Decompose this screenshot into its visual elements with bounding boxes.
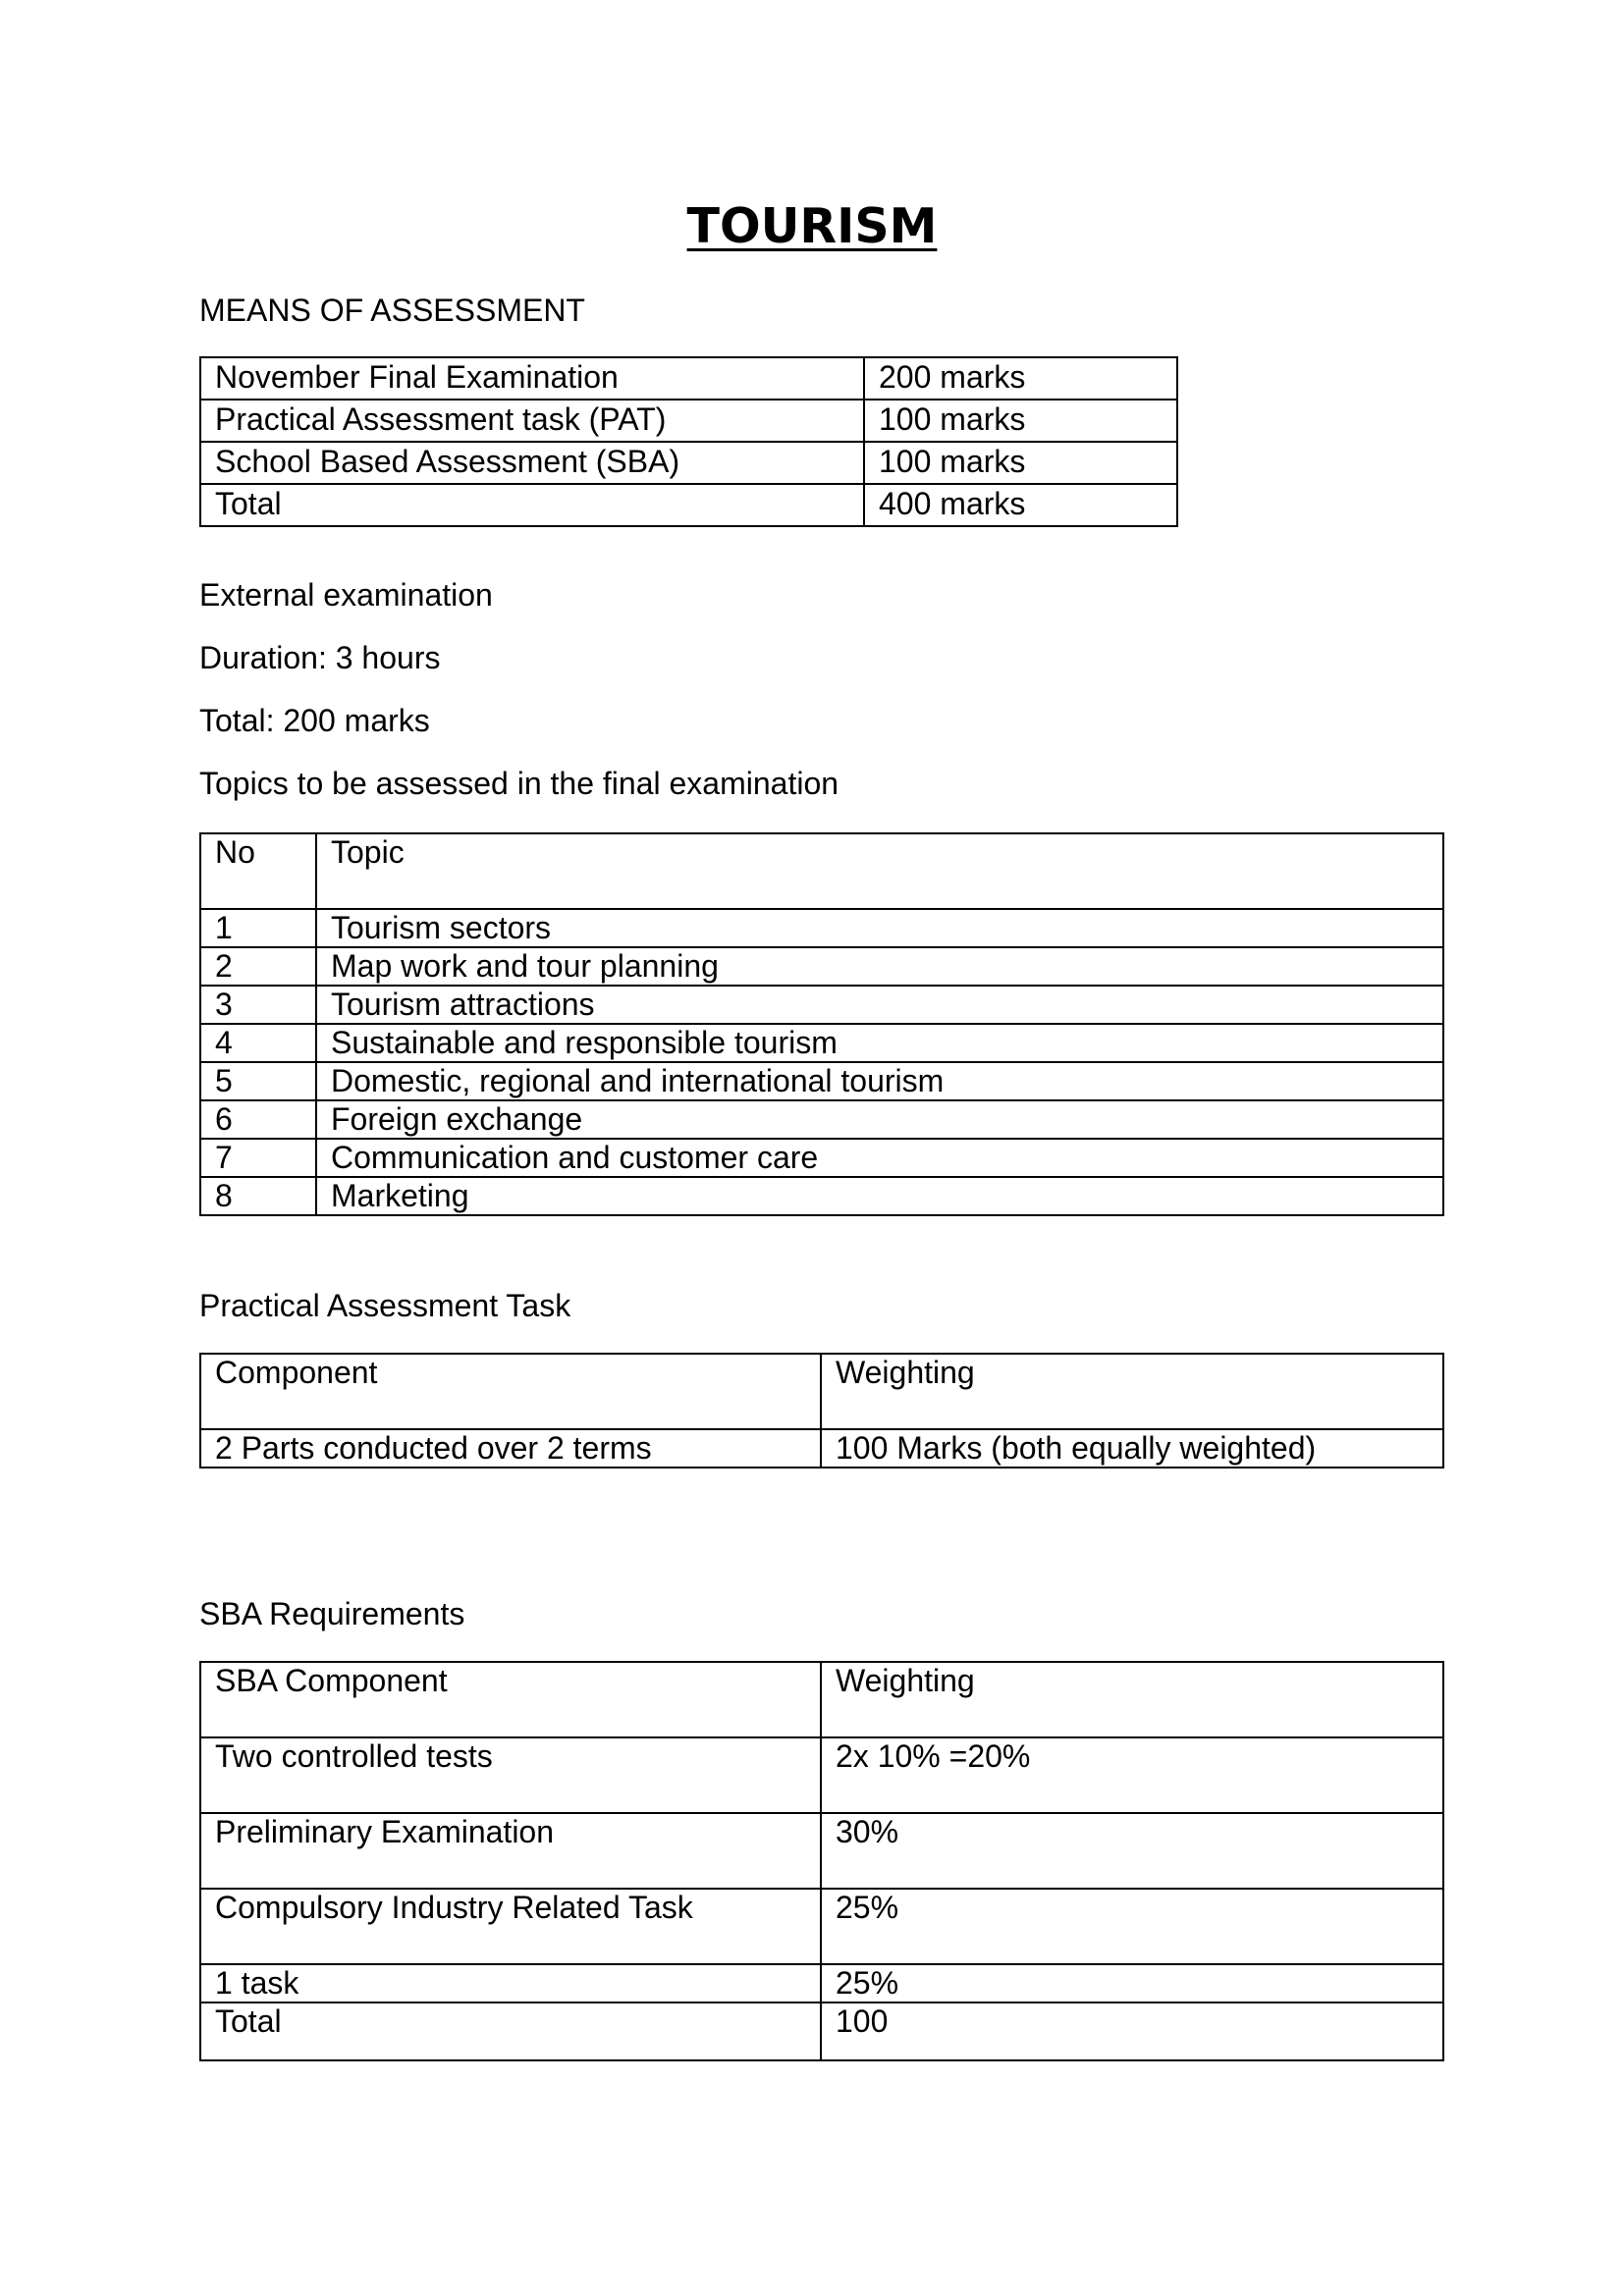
table-row [200, 1964, 1443, 2002]
sba-component-cell: Preliminary Examination [200, 1813, 821, 1889]
topic-no-cell: 8 [200, 1177, 316, 1215]
table-header-row [200, 1662, 1443, 1737]
sba-heading: SBA Requirements [199, 1596, 465, 1631]
external-examination-heading: External examination [199, 577, 493, 613]
table-header-row [200, 833, 1443, 909]
page-title: TOURISM [686, 198, 938, 254]
table-row [200, 1177, 1443, 1215]
topic-no-cell: 4 [200, 1024, 316, 1062]
topic-name-cell: Marketing [316, 1177, 1443, 1215]
table-row [200, 1889, 1443, 1964]
table-row [200, 909, 1443, 947]
topic-no-cell: 3 [200, 986, 316, 1024]
header-weighting: Weighting [821, 1662, 1443, 1737]
total-marks-text: Total: 200 marks [199, 703, 430, 738]
pat-table [199, 1353, 1444, 1468]
pat-weighting-cell: 100 Marks (both equally weighted) [821, 1429, 1443, 1468]
assessment-marks-cell: 200 marks [864, 357, 1177, 400]
table-row [200, 1139, 1443, 1177]
assessment-item-cell: November Final Examination [200, 357, 864, 400]
pat-heading: Practical Assessment Task [199, 1288, 571, 1323]
topic-no-cell: 2 [200, 947, 316, 986]
topic-no-cell: 1 [200, 909, 316, 947]
duration-text: Duration: 3 hours [199, 640, 441, 675]
topic-no-cell: 6 [200, 1100, 316, 1139]
sba-table [199, 1661, 1444, 2061]
table-row [200, 947, 1443, 986]
header-no: No [200, 833, 316, 909]
table-row [200, 1813, 1443, 1889]
topic-name-cell: Tourism sectors [316, 909, 1443, 947]
table-row [200, 442, 1177, 484]
topic-name-cell: Domestic, regional and international tourism [316, 1062, 1443, 1100]
table-row [200, 400, 1177, 442]
table-row [200, 1062, 1443, 1100]
assessment-marks-cell: 100 marks [864, 400, 1177, 442]
sba-component-cell: 1 task [200, 1964, 821, 2002]
table-row [200, 1024, 1443, 1062]
sba-total-label-cell: Total [200, 2002, 821, 2060]
topic-name-cell: Sustainable and responsible tourism [316, 1024, 1443, 1062]
assessment-item-cell: Total [200, 484, 864, 526]
topics-table [199, 832, 1444, 1216]
topic-name-cell: Foreign exchange [316, 1100, 1443, 1139]
assessment-item-cell: Practical Assessment task (PAT) [200, 400, 864, 442]
means-of-assessment-table [199, 356, 1178, 527]
topic-name-cell: Map work and tour planning [316, 947, 1443, 986]
table-row [200, 1100, 1443, 1139]
means-of-assessment-heading: MEANS OF ASSESSMENT [199, 293, 585, 328]
header-weighting: Weighting [821, 1354, 1443, 1429]
topic-name-cell: Communication and customer care [316, 1139, 1443, 1177]
sba-weighting-cell: 25% [821, 1964, 1443, 2002]
assessment-marks-cell: 400 marks [864, 484, 1177, 526]
table-row [200, 357, 1177, 400]
sba-component-cell: Compulsory Industry Related Task [200, 1889, 821, 1964]
table-row [200, 1429, 1443, 1468]
header-topic: Topic [316, 833, 1443, 909]
assessment-item-cell: School Based Assessment (SBA) [200, 442, 864, 484]
header-component: Component [200, 1354, 821, 1429]
topic-no-cell: 5 [200, 1062, 316, 1100]
pat-component-cell: 2 Parts conducted over 2 terms [200, 1429, 821, 1468]
assessment-marks-cell: 100 marks [864, 442, 1177, 484]
topic-no-cell: 7 [200, 1139, 316, 1177]
table-row [200, 986, 1443, 1024]
sba-total-value-cell: 100 [821, 2002, 1443, 2060]
sba-weighting-cell: 2x 10% =20% [821, 1737, 1443, 1813]
header-sba-component: SBA Component [200, 1662, 821, 1737]
table-header-row [200, 1354, 1443, 1429]
table-row [200, 484, 1177, 526]
table-row [200, 2002, 1443, 2060]
table-row [200, 1737, 1443, 1813]
sba-weighting-cell: 30% [821, 1813, 1443, 1889]
topics-heading: Topics to be assessed in the final examination [199, 766, 839, 801]
sba-weighting-cell: 25% [821, 1889, 1443, 1964]
topic-name-cell: Tourism attractions [316, 986, 1443, 1024]
sba-component-cell: Two controlled tests [200, 1737, 821, 1813]
